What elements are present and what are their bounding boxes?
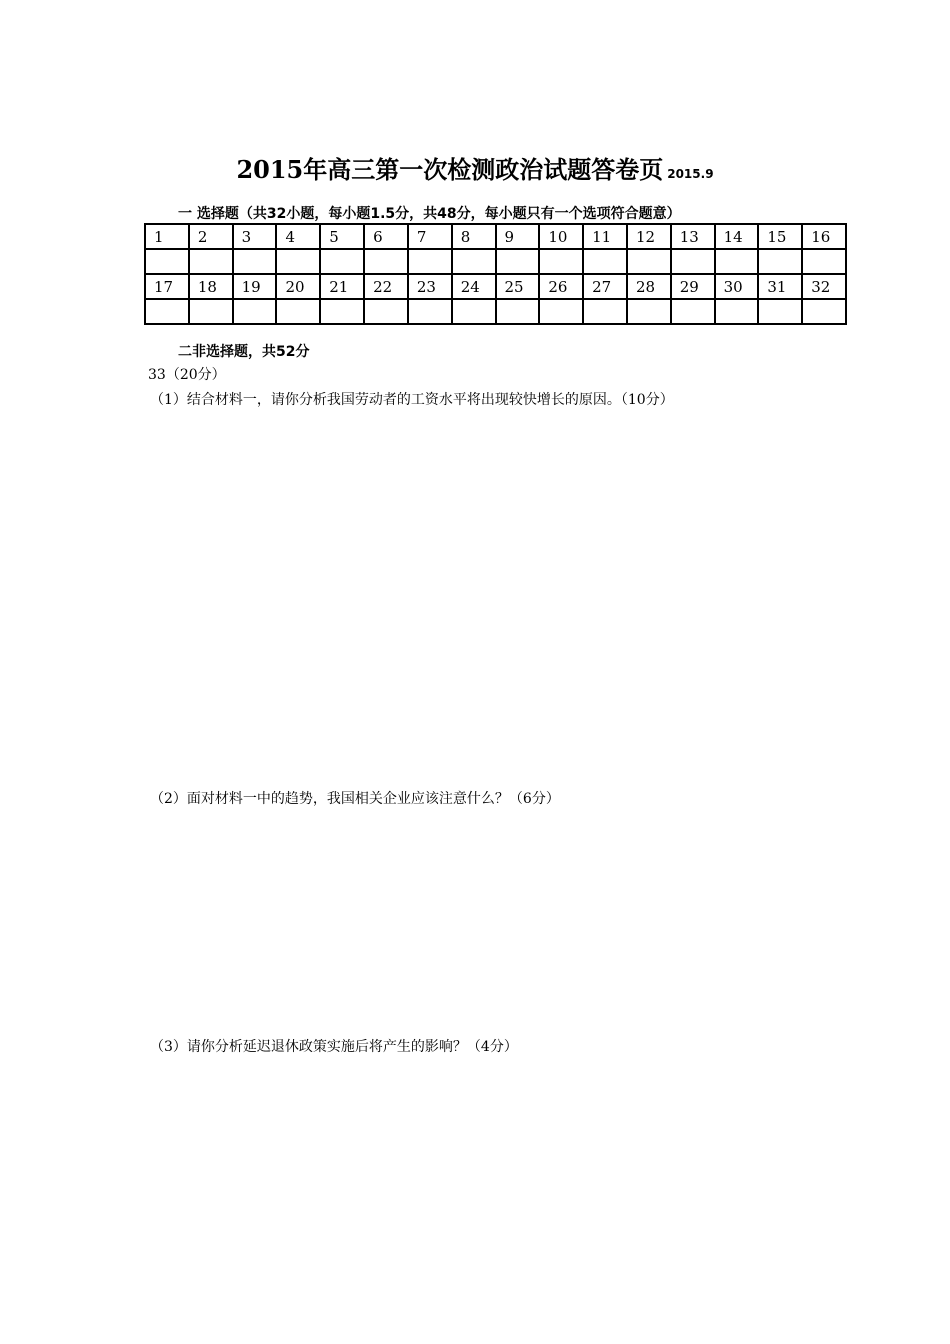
- question-number-cell: 29: [671, 274, 715, 299]
- answer-cell[interactable]: [539, 249, 583, 274]
- answer-cell[interactable]: [671, 249, 715, 274]
- answer-cell[interactable]: [189, 299, 233, 324]
- question-33-part-2: （2）面对材料一中的趋势，我国相关企业应该注意什么？（6分）: [150, 791, 560, 807]
- answer-cell[interactable]: [627, 299, 671, 324]
- question-number-cell: 2: [189, 224, 233, 249]
- question-number-cell: 16: [802, 224, 846, 249]
- answer-cell[interactable]: [320, 299, 364, 324]
- question-number-cell: 22: [364, 274, 408, 299]
- question-number-cell: 4: [276, 224, 320, 249]
- question-number-cell: 14: [715, 224, 759, 249]
- question-number-cell: 5: [320, 224, 364, 249]
- answer-cell[interactable]: [496, 249, 540, 274]
- answer-cell[interactable]: [408, 299, 452, 324]
- question-number-cell: 19: [233, 274, 277, 299]
- answer-cell[interactable]: [189, 249, 233, 274]
- question-number-cell: 11: [583, 224, 627, 249]
- answer-cell[interactable]: [233, 299, 277, 324]
- answer-cell[interactable]: [452, 249, 496, 274]
- question-number-cell: 23: [408, 274, 452, 299]
- answer-cell[interactable]: [715, 299, 759, 324]
- answer-row: [145, 249, 846, 274]
- answer-cell[interactable]: [452, 299, 496, 324]
- question-number-cell: 21: [320, 274, 364, 299]
- answer-cell[interactable]: [364, 299, 408, 324]
- question-number-cell: 30: [715, 274, 759, 299]
- question-number-row: [145, 274, 846, 299]
- question-number-cell: 7: [408, 224, 452, 249]
- question-number-cell: 3: [233, 224, 277, 249]
- answer-cell[interactable]: [715, 249, 759, 274]
- question-number-cell: 10: [539, 224, 583, 249]
- answer-cell[interactable]: [583, 249, 627, 274]
- answer-cell[interactable]: [233, 249, 277, 274]
- title-date: 2015.9: [667, 167, 714, 181]
- answer-cell[interactable]: [364, 249, 408, 274]
- question-number-row: [145, 224, 846, 249]
- answer-cell[interactable]: [802, 249, 846, 274]
- answer-cell[interactable]: [145, 249, 189, 274]
- answer-cell[interactable]: [408, 249, 452, 274]
- question-number-cell: 6: [364, 224, 408, 249]
- question-33-part-1: （1）结合材料一，请你分析我国劳动者的工资水平将出现较快增长的原因。（10分）: [150, 392, 674, 408]
- answer-cell[interactable]: [583, 299, 627, 324]
- question-number-cell: 25: [496, 274, 540, 299]
- question-number-cell: 15: [758, 224, 802, 249]
- question-number-cell: 24: [452, 274, 496, 299]
- answer-cell[interactable]: [276, 249, 320, 274]
- answer-cell[interactable]: [627, 249, 671, 274]
- answer-cell[interactable]: [758, 299, 802, 324]
- question-number-cell: 28: [627, 274, 671, 299]
- page-title: [0, 150, 950, 185]
- answer-cell[interactable]: [539, 299, 583, 324]
- answer-row: [145, 299, 846, 324]
- question-number-cell: 9: [496, 224, 540, 249]
- question-number-cell: 13: [671, 224, 715, 249]
- question-number-cell: 1: [145, 224, 189, 249]
- question-number-cell: 18: [189, 274, 233, 299]
- answer-cell[interactable]: [802, 299, 846, 324]
- answer-cell[interactable]: [758, 249, 802, 274]
- answer-table: [144, 223, 847, 325]
- answer-cell[interactable]: [671, 299, 715, 324]
- question-33-heading: 33（20分）: [148, 367, 226, 383]
- answer-cell[interactable]: [496, 299, 540, 324]
- question-number-cell: 32: [802, 274, 846, 299]
- section-heading-non-choice: 二非选择题，共52分: [178, 344, 310, 360]
- question-number-cell: 8: [452, 224, 496, 249]
- section-heading-choice: 一 选择题（共32小题，每小题1.5分，共48分，每小题只有一个选项符合题意）: [178, 206, 681, 222]
- answer-cell[interactable]: [145, 299, 189, 324]
- question-33-part-3: （3）请你分析延迟退休政策实施后将产生的影响？（4分）: [150, 1039, 518, 1055]
- question-number-cell: 17: [145, 274, 189, 299]
- question-number-cell: 26: [539, 274, 583, 299]
- question-number-cell: 31: [758, 274, 802, 299]
- title-main: 2015年高三第一次检测政治试题答卷页: [236, 155, 664, 184]
- question-number-cell: 27: [583, 274, 627, 299]
- question-number-cell: 20: [276, 274, 320, 299]
- question-number-cell: 12: [627, 224, 671, 249]
- answer-cell[interactable]: [276, 299, 320, 324]
- answer-cell[interactable]: [320, 249, 364, 274]
